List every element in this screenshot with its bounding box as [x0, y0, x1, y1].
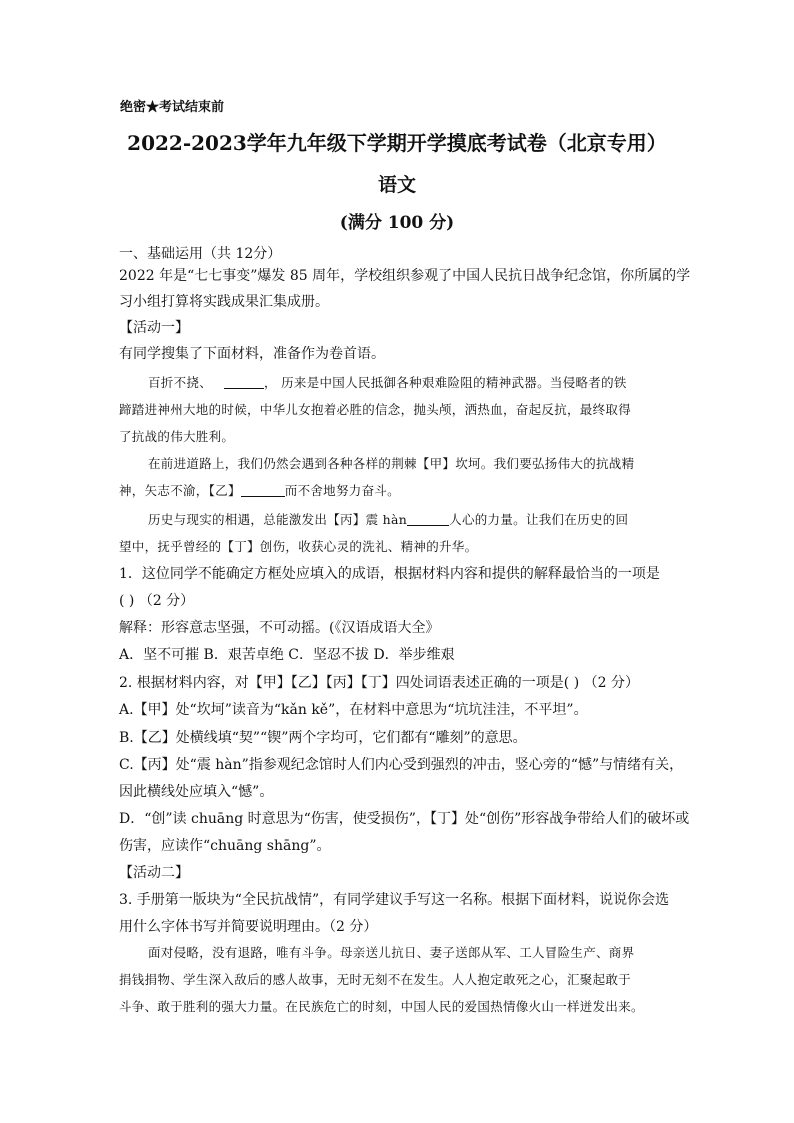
question-2-option-d-line2: 伤害，应读作“chuāng shāng”。 [119, 838, 331, 854]
question-2-option-a: A.【甲】处“坎坷”读音为“kǎn kě”，在材料中意思为“坑坑洼洼，不平坦”。 [119, 702, 588, 718]
material-para1-line2: 蹄踏进神州大地的时候，中华儿女抱着必胜的信念，抛头颅，洒热血，奋起反抗，最终取得 [119, 402, 632, 417]
answer-blank[interactable] [407, 513, 449, 527]
material-2-line1: 面对侵略，没有退路，唯有斗争。母亲送儿抗日、妻子送郎从军、工人冒险生产、商界 [148, 945, 635, 960]
answer-blank[interactable] [224, 376, 264, 390]
material-text: ， 历来是中国人民抵御各种艰难险阻的精神武器。当侵略者的铁 [264, 375, 627, 390]
question-2-option-c-line2: 因此横线处应填入“憾”。 [119, 784, 274, 800]
material-para2-line1: 在前进道路上，我们仍然会遇到各种各样的荆棘【甲】坎坷。我们要弘扬伟大的抗战精 [148, 456, 635, 471]
material-text: 而不舍地努力奋斗。 [284, 483, 400, 498]
material-text: 神，矢志不渝，【乙】 [119, 483, 241, 498]
full-score: (满分 100 分) [339, 213, 455, 233]
activity-two-heading: 【活动二】 [119, 865, 189, 881]
exam-title: 2022-2023学年九年级下学期开学摸底考试卷（北京专用） [127, 131, 667, 155]
question-1: 1．这位同学不能确定方框处应填入的成语，根据材料内容和提供的解释最恰当的一项是 [119, 566, 660, 582]
material-para3-line1 [148, 510, 628, 528]
question-3-line1: 3. 手册第一版块为“全民抗战情”，有同学建议手写这一名称。根据下面材料，说说你会选 [119, 892, 670, 908]
material-text: 历史与现实的相遇，总能激发出【丙】震 hàn [148, 512, 408, 527]
intro-line-2: 习小组打算将实践成果汇集成册。 [119, 294, 329, 310]
activity-one-heading: 【活动一】 [119, 320, 189, 336]
question-1-explanation: 解释：形容意志坚强，不可动摇。(《汉语成语大全》 [119, 620, 440, 636]
material-para2-line2 [119, 481, 400, 499]
intro-line-1: 2022 年是“七七事变”爆发 85 周年，学校组织参观了中国人民抗日战争纪念馆，你所属的学 [119, 268, 691, 284]
question-1-options: A．坚不可摧 B．艰苦卓绝 C．坚忍不拔 D．举步维艰 [119, 647, 455, 663]
section-heading: 一、基础运用（共 12分） [119, 246, 282, 262]
answer-blank[interactable] [241, 484, 285, 498]
material-text: 人心的力量。让我们在历史的回 [449, 512, 629, 527]
material-para1-line3: 了抗战的伟大胜利。 [119, 429, 235, 444]
material-para1-line1 [148, 373, 627, 391]
question-2-option-b: B.【乙】处横线填“契”“锲”两个字均可，它们都有“雕刻”的意思。 [119, 730, 527, 746]
question-2: 2. 根据材料内容，对【甲】【乙】【丙】【丁】四处词语表述正确的一项是( ) （2 分） [119, 675, 639, 691]
material-para3-line2: 望中，抚乎曾经的【丁】创伤，收获心灵的洗礼、精神的升华。 [119, 539, 478, 554]
confidential-label: 绝密★考试结束前 [120, 100, 225, 115]
material-2-line3: 斗争、敢于胜利的强大力量。在民族危亡的时刻，中国人民的爱国热情像火山一样迸发出来。 [119, 999, 644, 1014]
material-text: 百折不挠、 [148, 375, 213, 390]
question-3-line2: 用什么字体书写并简要说明理由。（2 分） [119, 919, 378, 935]
material-2-line2: 捐钱捐物、学生深入敌后的感人故事，无时无刻不在发生。人人抱定敢死之心，汇聚起敢于 [119, 972, 632, 987]
question-2-option-d-line1: D．“创”读 chuāng 时意思为“伤害，使受损伤”，【丁】处“创伤”形容战争带给人们的破坏或 [119, 811, 690, 827]
subject-title: 语文 [377, 174, 416, 196]
question-1-bracket: ( ) （2 分） [119, 593, 195, 609]
activity-one-text: 有同学搜集了下面材料，准备作为卷首语。 [119, 346, 385, 362]
question-2-option-c-line1: C.【丙】处“震 hàn”指参观纪念馆时人们内心受到强烈的冲击，竖心旁的“憾”与情绪有关， [119, 757, 684, 773]
